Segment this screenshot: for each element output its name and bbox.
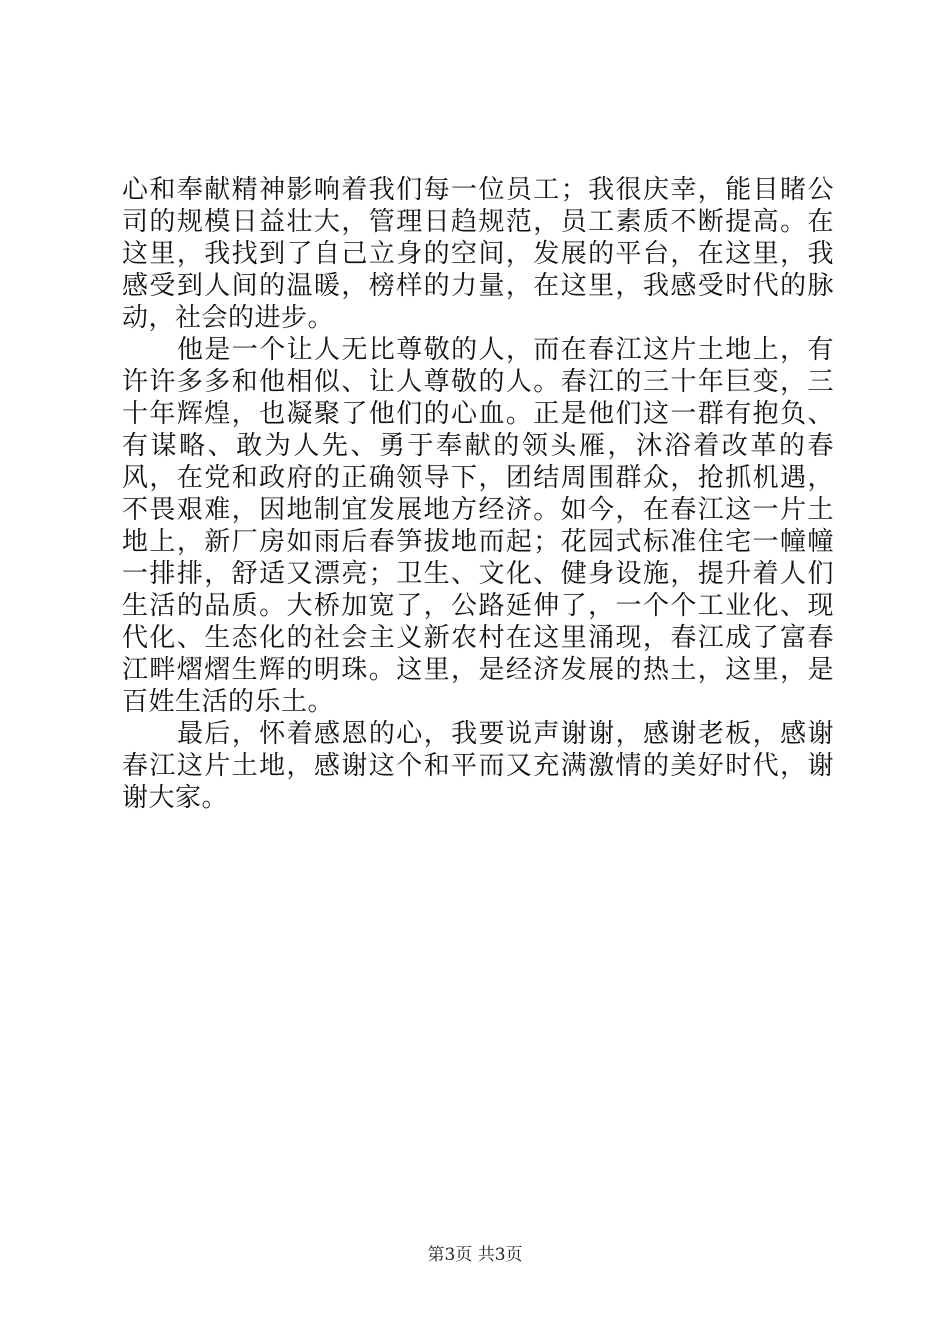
paragraph-2: 他是一个让人无比尊敬的人，而在春江这片土地上，有许许多多和他相似、让人尊敬的人。春江的三十年巨变，三十年辉煌，也凝聚了他们的心血。正是他们这一群有抱负、有谋略、敢为人先、勇于奉献的领头雁，沐浴着改革的春风，在党和政府的正确领导下，团结周围群众，抢抓机遇，不畏艰难，因地制宜发展地方经济。如今，在春江这一片土地上，新厂房如雨后春笋拔地而起；花园式标准住宅一幢幢一排排，舒适又漂亮；卫生、文化、健身设施，提升着人们生活的品质。大桥加宽了，公路延伸了，一个个工业化、现代化、生态化的社会主义新农村在这里涌现，春江成了富春江畔熠熠生辉的明珠。这里，是经济发展的热土，这里，是百姓生活的乐土。: [122, 335, 834, 717]
paragraph-1: 心和奉献精神影响着我们每一位员工；我很庆幸，能目睹公司的规模日益壮大，管理日趋规范，员工素质不断提高。在这里，我找到了自己立身的空间，发展的平台，在这里，我感受到人间的温暖，榜样的力量，在这里，我感受时代的脉动，社会的进步。: [122, 175, 834, 333]
document-body: [122, 174, 834, 814]
page-number-footer: 第3页 共3页: [427, 1245, 523, 1265]
paragraph-3: 最后，怀着感恩的心，我要说声谢谢，感谢老板，感谢春江这片土地，感谢这个和平而又充满激情的美好时代，谢谢大家。: [122, 719, 834, 813]
